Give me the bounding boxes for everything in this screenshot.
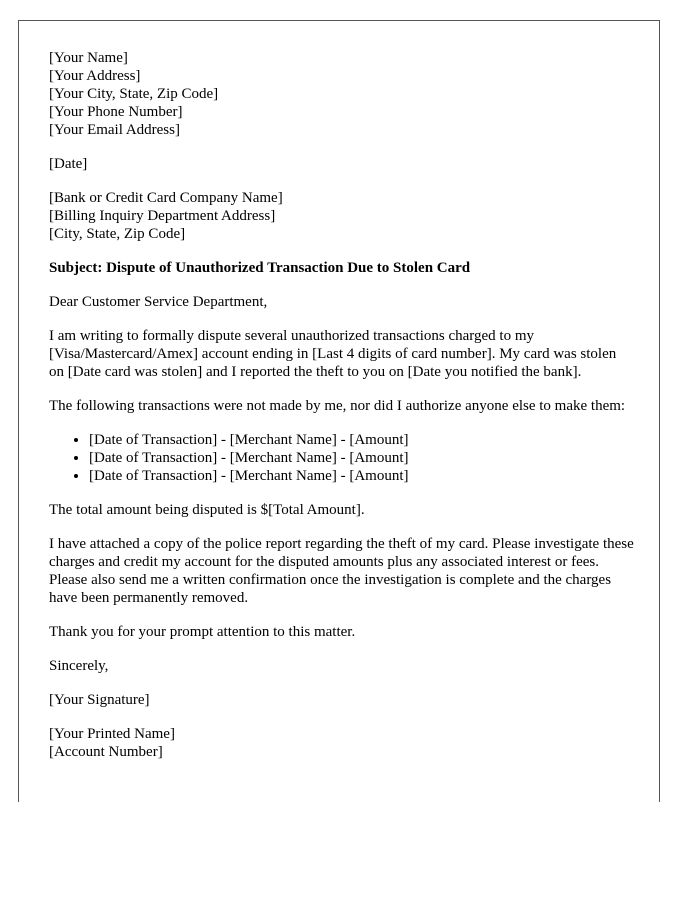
date-line: [Date] bbox=[49, 156, 88, 172]
sender-phone: [Your Phone Number] bbox=[49, 104, 183, 120]
paragraph-request: I have attached a copy of the police report regarding the theft of my card. Please investigate these charges and credit my account for the disputed amounts plus any associated interest or fees. Please also send me a written confirmation once the investigation is complete and the charges have been permanently removed. bbox=[49, 536, 634, 606]
sender-address: [Your Address] bbox=[49, 68, 141, 84]
transaction-list bbox=[49, 431, 634, 485]
account-number: [Account Number] bbox=[49, 744, 163, 760]
printed-name: [Your Printed Name] bbox=[49, 726, 175, 742]
closing: Sincerely, bbox=[49, 658, 109, 674]
paragraph-total: The total amount being disputed is $[Total Amount]. bbox=[49, 502, 365, 518]
sender-name: [Your Name] bbox=[49, 50, 128, 66]
transaction-item: • [Date of Transaction] - [Merchant Name] - [Amount] bbox=[89, 431, 634, 449]
footer-block bbox=[49, 725, 634, 761]
sender-block bbox=[49, 49, 634, 139]
paragraph-thanks: Thank you for your prompt attention to this matter. bbox=[49, 624, 356, 640]
recipient-city-state-zip: [City, State, Zip Code] bbox=[49, 226, 186, 242]
letter-page bbox=[18, 20, 660, 802]
recipient-department-address: [Billing Inquiry Department Address] bbox=[49, 208, 276, 224]
subject-line: Subject: Dispute of Unauthorized Transaction Due to Stolen Card bbox=[49, 260, 471, 276]
recipient-block bbox=[49, 189, 634, 243]
transaction-item: • [Date of Transaction] - [Merchant Name] - [Amount] bbox=[89, 449, 634, 467]
sender-email: [Your Email Address] bbox=[49, 122, 180, 138]
paragraph-transactions-intro: The following transactions were not made by me, nor did I authorize anyone else to make them: bbox=[49, 398, 626, 414]
transaction-item: • [Date of Transaction] - [Merchant Name] - [Amount] bbox=[89, 467, 634, 485]
paragraph-intro: I am writing to formally dispute several unauthorized transactions charged to my [Visa/Mastercard/Amex] account ending in [Last 4 digits of card number]. My card was stolen on [Date card was stolen] and I reported the theft to you on [Date you notified the bank]. bbox=[49, 328, 617, 380]
salutation: Dear Customer Service Department, bbox=[49, 294, 268, 310]
sender-city-state-zip: [Your City, State, Zip Code] bbox=[49, 86, 219, 102]
signature: [Your Signature] bbox=[49, 692, 150, 708]
letter-content bbox=[49, 49, 634, 761]
recipient-company: [Bank or Credit Card Company Name] bbox=[49, 190, 283, 206]
